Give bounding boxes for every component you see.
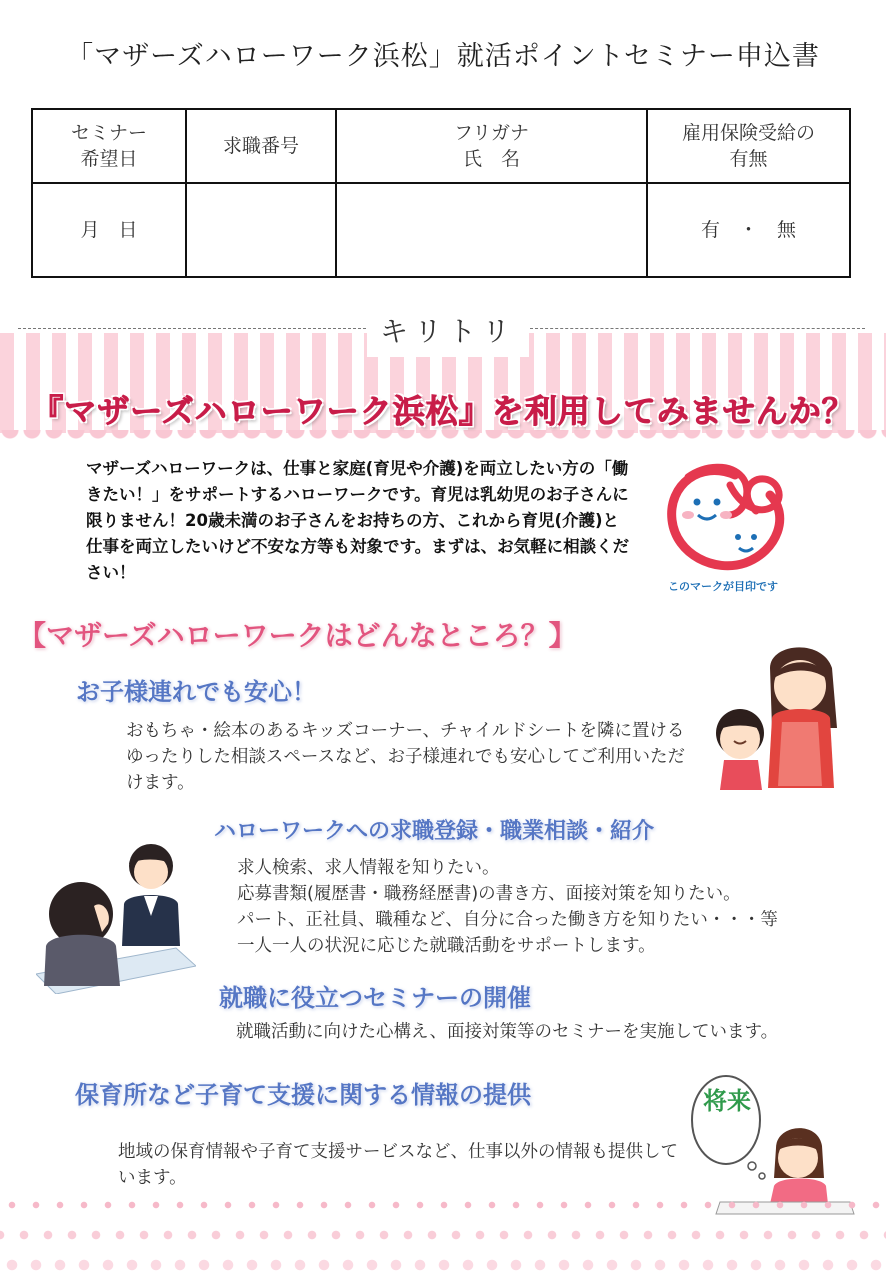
headline: 『マザーズハローワーク浜松』を利用してみませんか？ <box>31 392 855 430</box>
section-body-kids: おもちゃ・絵本のあるキッズコーナー、チャイルドシートを隣に置けるゆったりした相談スペースなど、お子様連れでも安心してご利用いただけます。 <box>126 721 685 793</box>
section-heading-childcare: 保育所など子育て支援に関する情報の提供 <box>75 1081 531 1109</box>
section-heading-job: ハローワークへの求職登録・職業相談・紹介 <box>214 819 655 844</box>
mark-caption: このマークが目印です <box>668 580 778 593</box>
insurance-choice: 有 ・ 無 <box>700 219 796 241</box>
application-form-table <box>31 108 851 278</box>
field-name[interactable] <box>336 183 647 277</box>
cut-label: キリトリ <box>367 307 529 357</box>
bottom-pink-dots <box>0 1190 886 1280</box>
header-label: フリガナ 氏 名 <box>453 122 530 170</box>
section-body-seminar: 就職活動に向けた心構え、面接対策等のセミナーを実施しています。 <box>236 1022 779 1042</box>
section-heading-seminar: 就職に役立つセミナーの開催 <box>219 984 531 1012</box>
field-job-number[interactable] <box>186 183 336 277</box>
mothers-mark-logo <box>660 455 802 580</box>
field-insurance[interactable] <box>647 183 850 277</box>
header-insurance <box>647 109 850 183</box>
bubble-text: 将来 <box>703 1087 751 1115</box>
cut-line-right <box>530 328 865 329</box>
section-body-childcare: 地域の保育情報や子育て支援サービスなど、仕事以外の情報も提供しています。 <box>118 1142 678 1188</box>
date-placeholder: 月 日 <box>80 219 138 241</box>
header-name <box>336 109 647 183</box>
consultation-illustration <box>36 836 196 994</box>
cut-line-left <box>18 328 366 329</box>
section-heading-kids: お子様連れでも安心！ <box>76 678 316 706</box>
field-seminar-date[interactable] <box>32 183 186 277</box>
form-title: 「マザーズハローワーク浜松」就活ポイントセミナー申込書 <box>66 41 820 72</box>
header-label: 雇用保険受給の 有無 <box>681 122 815 170</box>
pink-scallop <box>0 430 886 446</box>
section-title: 【マザーズハローワークはどんなところ？】 <box>18 619 577 652</box>
intro-text: マザーズハローワークは、仕事と家庭(育児や介護)を両立したい方の「働きたい！」をサポートするハローワークです。育児は乳幼児のお子さんに限りません！20歳未満のお子さんをお持ちの方、これから育児(介護)と仕事を両立したいけど不安な方等も対象です。まずは、お気軽に相談ください！ <box>86 459 630 582</box>
header-job-number <box>186 109 336 183</box>
header-label: 求職番号 <box>222 135 299 157</box>
section-body-job: 求人検索、求人情報を知りたい。 応募書類(履歴書・職務経歴書)の書き方、面接対策を知りたい。 パート、正社員、職種など、自分に合った働き方を知りたい・・・等 一人一人の状況に応じた就職活動をサポートします。 <box>237 858 778 956</box>
header-seminar-date <box>32 109 186 183</box>
mother-child-illustration <box>702 638 842 793</box>
header-label: セミナー 希望日 <box>70 122 147 170</box>
